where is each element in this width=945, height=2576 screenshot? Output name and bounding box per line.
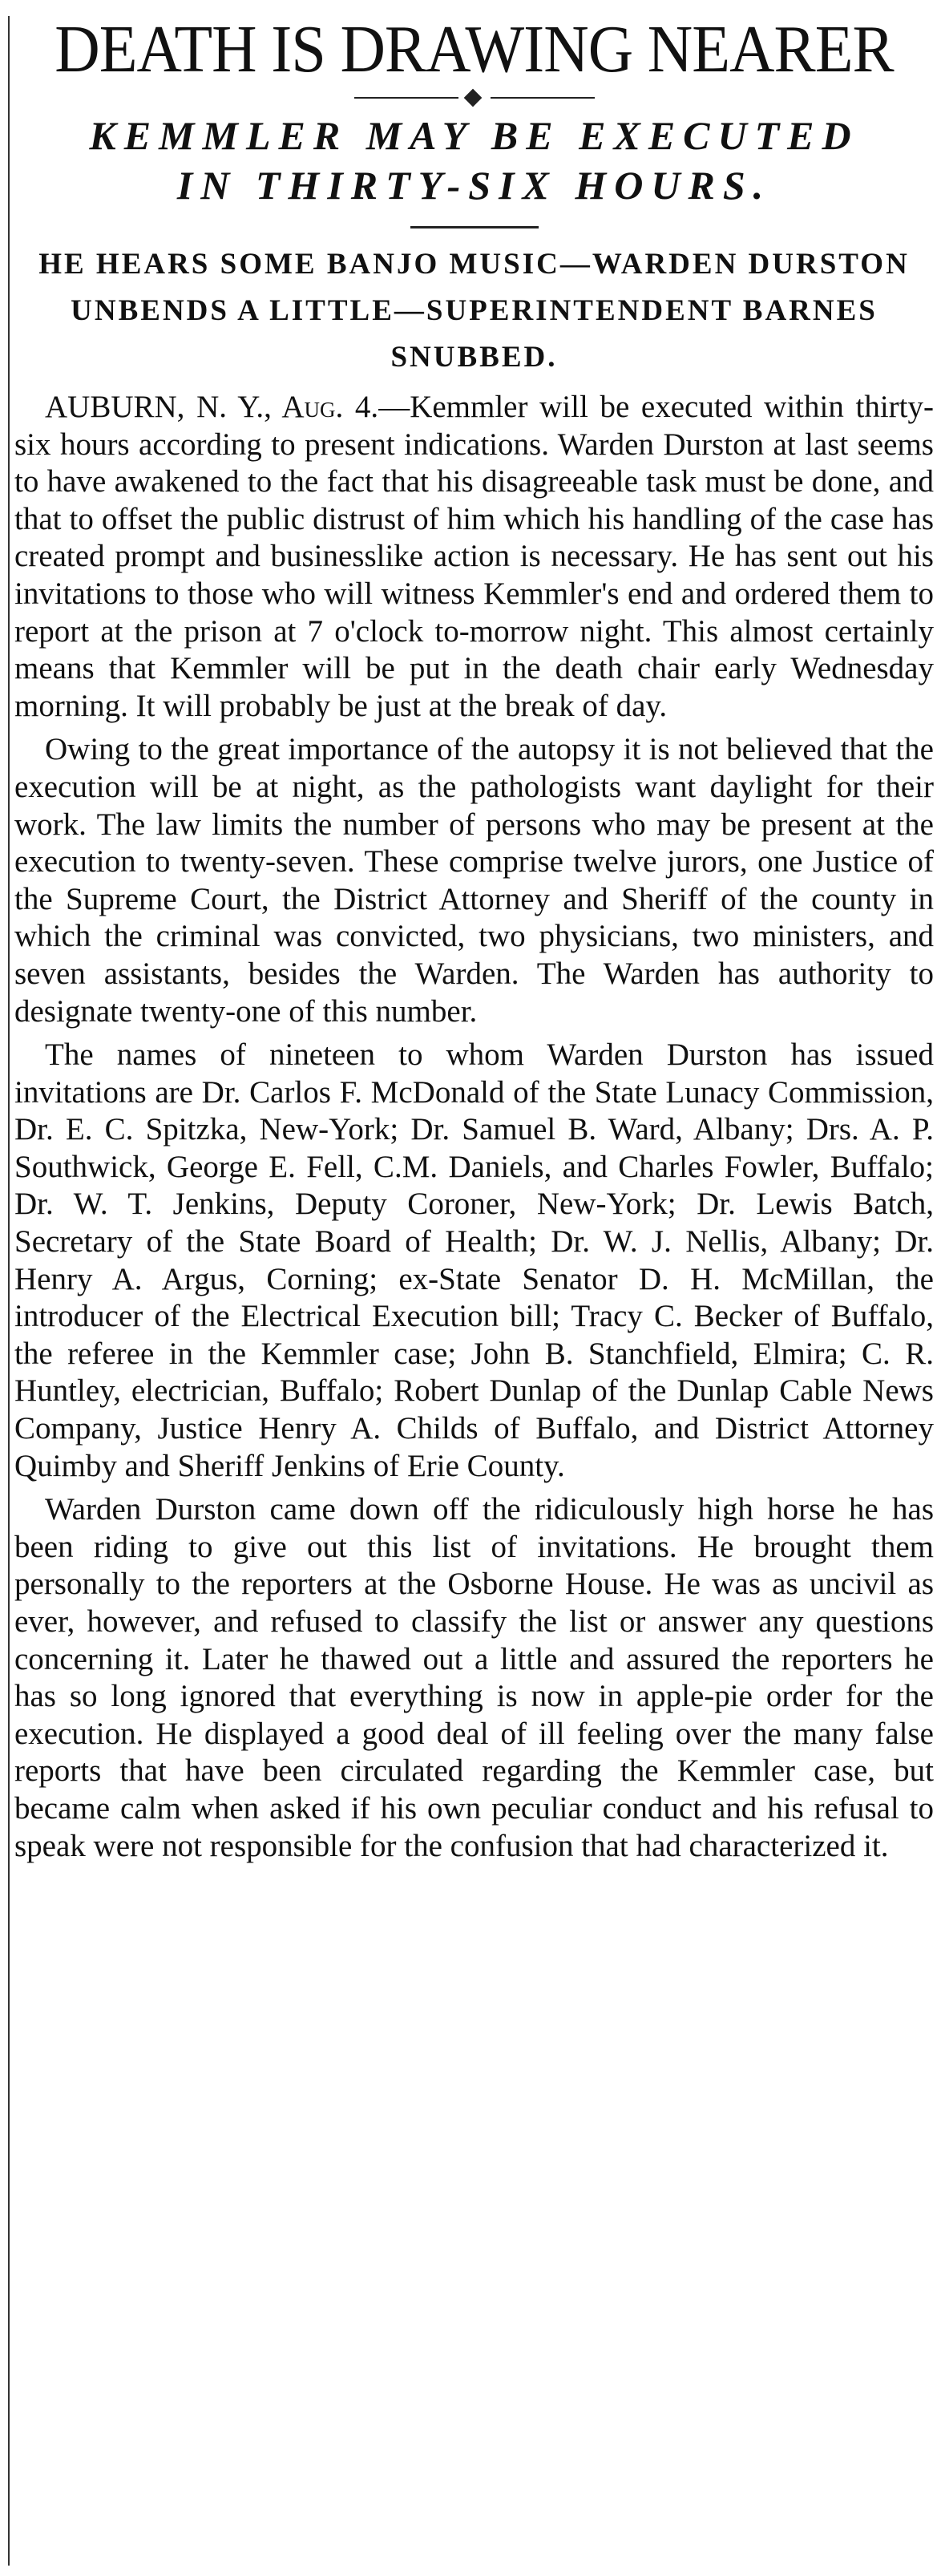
section-divider	[410, 226, 539, 228]
ornament-diamond	[463, 89, 482, 107]
ornament-line-right	[491, 97, 595, 99]
paragraph-4: Warden Durston came down off the ridiculously high horse he has been riding to give out this list of invitations. He brought them personally to the reporters at the Osborne House. He was as uncivil as ever, however, and refused to classify the list or answer any questions concerning it. Later he thawed out a little and assured the reporters he has so long ignored that everything is now in apple-pie order for the execution. He displayed a good deal of ill feeling over the many false reports that have been circulated regarding the Kemmler case, but became calm when asked if his own peculiar conduct and his refusal to speak were not responsible for the confusion that had characterized it.	[14, 1492, 934, 1863]
headline: DEATH IS DRAWING NEARER	[55, 12, 894, 87]
paragraph-1	[14, 389, 934, 725]
subheadline	[14, 111, 934, 210]
subheadline-line-2: IN THIRTY-SIX HOURS.	[176, 163, 772, 208]
ornament-line-left	[354, 97, 458, 99]
paragraph-3: The names of nineteen to whom Warden Durston has issued invitations are Dr. Carlos F. McDonald of the State Lunacy Commission, Dr. E. C. Spitzka, New-York; Dr. Samuel B. Ward, Albany; Drs. A. P. Southwick, George E. Fell, C.M. Daniels, and Charles Fowler, Buffalo; Dr. W. T. Jenkins, Deputy Coroner, New-York; Dr. Lewis Batch, Secretary of the State Board of Health; Dr. W. J. Nellis, Albany; Dr. Henry A. Argus, Corning; ex-State Senator D. H. McMillan, the introducer of the Electrical Execution bill; Tracy C. Becker of Buffalo, the referee in the Kemmler case; John B. Stanchfield, Elmira; C. R. Huntley, electrician, Buffalo; Robert Dunlap of the Dunlap Cable News Company, Justice Henry A. Childs of Buffalo, and District Attorney Quimby and Sheriff Jenkins of Erie County.	[14, 1037, 934, 1483]
paragraph-2: Owing to the great importance of the autopsy it is not believed that the execution will be at night, as the pathologists want daylight for their work. The law limits the number of persons who may be present at the execution to twenty-seven. These comprise twelve jurors, one Justice of the Supreme Court, the District Attorney and Sheriff of the county in which the criminal was convicted, two physicians, two ministers, and seven assistants, besides the Warden. The Warden has authority to designate twenty-one of this number.	[14, 732, 934, 1029]
column-rule	[8, 16, 10, 2566]
dateline: AUBURN, N. Y., Aug. 4.	[45, 390, 379, 424]
article-body	[14, 389, 934, 1865]
subheadline-line-1: KEMMLER MAY BE EXECUTED	[89, 113, 859, 158]
headline-ornament	[354, 88, 595, 107]
deck-summary: HE HEARS SOME BANJO MUSIC—WARDEN DURSTON UNBENDS A LITTLE—SUPERINTENDENT BARNES SNUBBED.	[38, 248, 910, 374]
paragraph-1-text: —Kemmler will be executed within thirty-six hours according to present indications. Warden Durston at last seems to have awakened to the fact that his disagreeable task must be done, and that to offset the public distrust of him which his handling of the case has created prompt and businesslike action is necessary. He has sent out his invitations to those who will witness Kemmler's end and ordered them to report at the prison at 7 o'clock to-morrow night. This almost certainly means that Kemmler will be put in the death chair early Wednesday morning. It will probably be just at the break of day.	[14, 390, 934, 723]
